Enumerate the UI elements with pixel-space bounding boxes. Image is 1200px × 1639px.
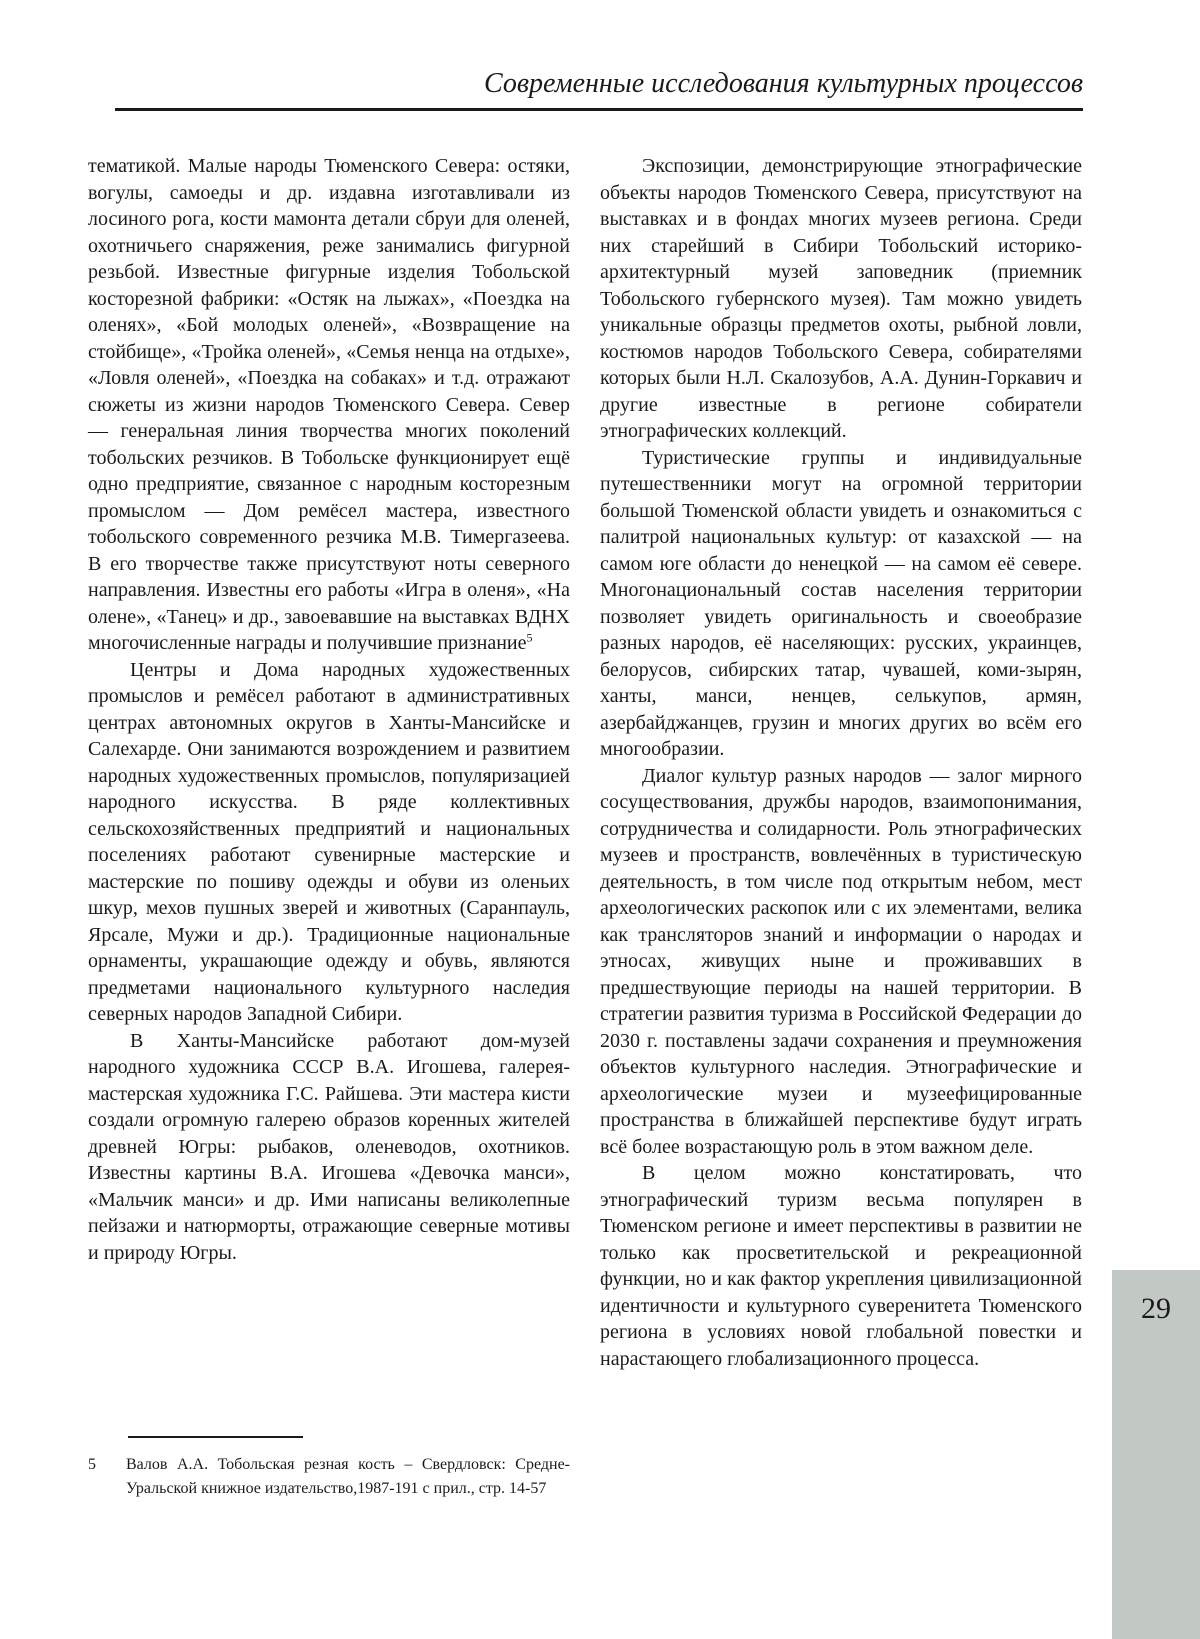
left-paragraph-3: В Ханты-Мансийске работают дом-музей народного художника СССР В.А. Игошева, галерея-мастерская художника Г.С. Райшева. Эти мастера кисти создали огромную галерею образов коренных жителей древней Югры: рыбаков, оленеводов, охотников. Известны картины В.А. Игошева «Девочка манси», «Мальчик манси» и др. Ими написаны великолепные пейзажи и натюрморты, отражающие северные мотивы и природу Югры. xyxy=(88,1029,570,1264)
right-paragraph-4: В целом можно констатировать, что этнографический туризм весьма популярен в Тюменском регионе и имеет перспективы в развитии не только как просветительской и рекреационной функции, но и как фактор укрепления цивилизационной идентичности и культурного суверенитета Тюменского региона в условиях новой глобальной повестки и нарастающего глобализационного процесса. xyxy=(600,1162,1082,1370)
left-paragraph-1-text: тематикой. Малые народы Тюменского Севера: остяки, вогулы, самоеды и др. издавна изготавливали из лосиного рога, кости мамонта детали сбруи для оленей, охотничьего снаряжения, реже занимались фигурной резьбой. Известные фигурные изделия Тобольской косторезной фабрики: «Остяк на лыжах», «Поездка на оленях», «Бой молодых оленей», «Возвращение на стойбище», «Тройка оленей», «Семья ненца на отдыхе», «Ловля оленей», «Поездка на собаках» и т.д. отражают сюжеты из жизни народов Тюменского Севера. Север — генеральная линия творчества многих поколений тобольских резчиков. В Тобольске функционирует ещё одно предприятие, связанное с народным косторезным промыслом — Дом ремёсел мастера, известного тобольского современного резчика М.В. Тимергазеева. В его творчестве также присутствуют ноты северного направления. Известны его работы «Игра в оленя», «На олене», «Танец» и др., завоевавшие на выставках ВДНХ многочисленные награды и получившие признание xyxy=(88,155,570,654)
right-column xyxy=(600,153,1082,1372)
left-column xyxy=(88,153,570,1266)
left-paragraph-2: Центры и Дома народных художественных промыслов и ремёсел работают в административных центрах автономных округов в Ханты-Мансийске и Салехарде. Они занимаются возрождением и развитием народных художественных промыслов, популяризацией народного искусства. В ряде коллективных сельскохозяйственных предприятий и национальных поселениях работают сувенирные мастерские и мастерские по пошиву одежды и обуви из оленьих шкур, мехов пушных зверей и животных (Саранпауль, Ярсале, Мужи и др.). Традиционные национальные орнаменты, украшающие одежду и обувь, являются предметами национального культурного наследия северных народов Западной Сибири. xyxy=(88,658,570,1025)
running-title: Современные исследования культурных процессов xyxy=(483,68,1083,99)
right-paragraph-3: Диалог культур разных народов — залог мирного сосуществования, дружбы народов, взаимопонимания, сотрудничества и солидарности. Роль этнографических музеев и пространств, вовлечённых в туристическую деятельность, в том числе под открытым небом, мест археологических раскопок или с их элементами, велика как трансляторов знаний и информации о народах и этносах, живущих ныне и проживавших в предшествующие периоды на нашей территории. В стратегии развития туризма в Российской Федерации до 2030 г. поставлены задачи сохранения и преумножения объектов культурного наследия. Этнографические и археологические музеи и музеефицированные пространства в ближайшей перспективе будут играть всё более возрастающую роль в этом важном деле. xyxy=(600,764,1082,1158)
page-number: 29 xyxy=(1141,1292,1171,1325)
footnote-rule xyxy=(128,1436,303,1438)
footnote xyxy=(88,1453,570,1501)
right-paragraph-2: Туристические группы и индивидуальные путешественники могут на огромной территории большой Тюменской области увидеть и ознакомиться с палитрой национальных культур: от казахской — на самом юге области до ненецкой — на самом её севере. Многонациональный состав населения территории позволяет увидеть оригинальность и своеобразие разных народов, её населяющих: русских, украинцев, белорусов, сибирских татар, чувашей, коми-зырян, ханты, манси, ненцев, селькупов, армян, азербайджанцев, грузин и многих других во всём его многообразии. xyxy=(600,446,1082,760)
footnote-reference: 5 xyxy=(526,630,533,645)
right-paragraph-1: Экспозиции, демонстрирующие этнографические объекты народов Тюменского Севера, присутствуют на выставках и в фондах многих музеев региона. Среди них старейший в Сибири Тобольский историко-архитектурный музей заповедник (приемник Тобольского губернского музея). Там можно увидеть уникальные образцы предметов охоты, рыбной ловли, костюмов народов Тобольского Севера, собирателями которых были Н.Л. Скалозубов, А.А. Дунин-Горкавич и другие известные в регионе собиратели этнографических коллекций. xyxy=(600,155,1082,442)
header-rule xyxy=(115,108,1083,111)
left-paragraph-1 xyxy=(88,153,570,657)
footnote-number: 5 xyxy=(88,1456,96,1473)
footnote-text: Валов А.А. Тобольская резная кость – Свердловск: Средне-Уральской книжное издательство,1987-191 с прил., стр. 14-57 xyxy=(126,1456,570,1497)
